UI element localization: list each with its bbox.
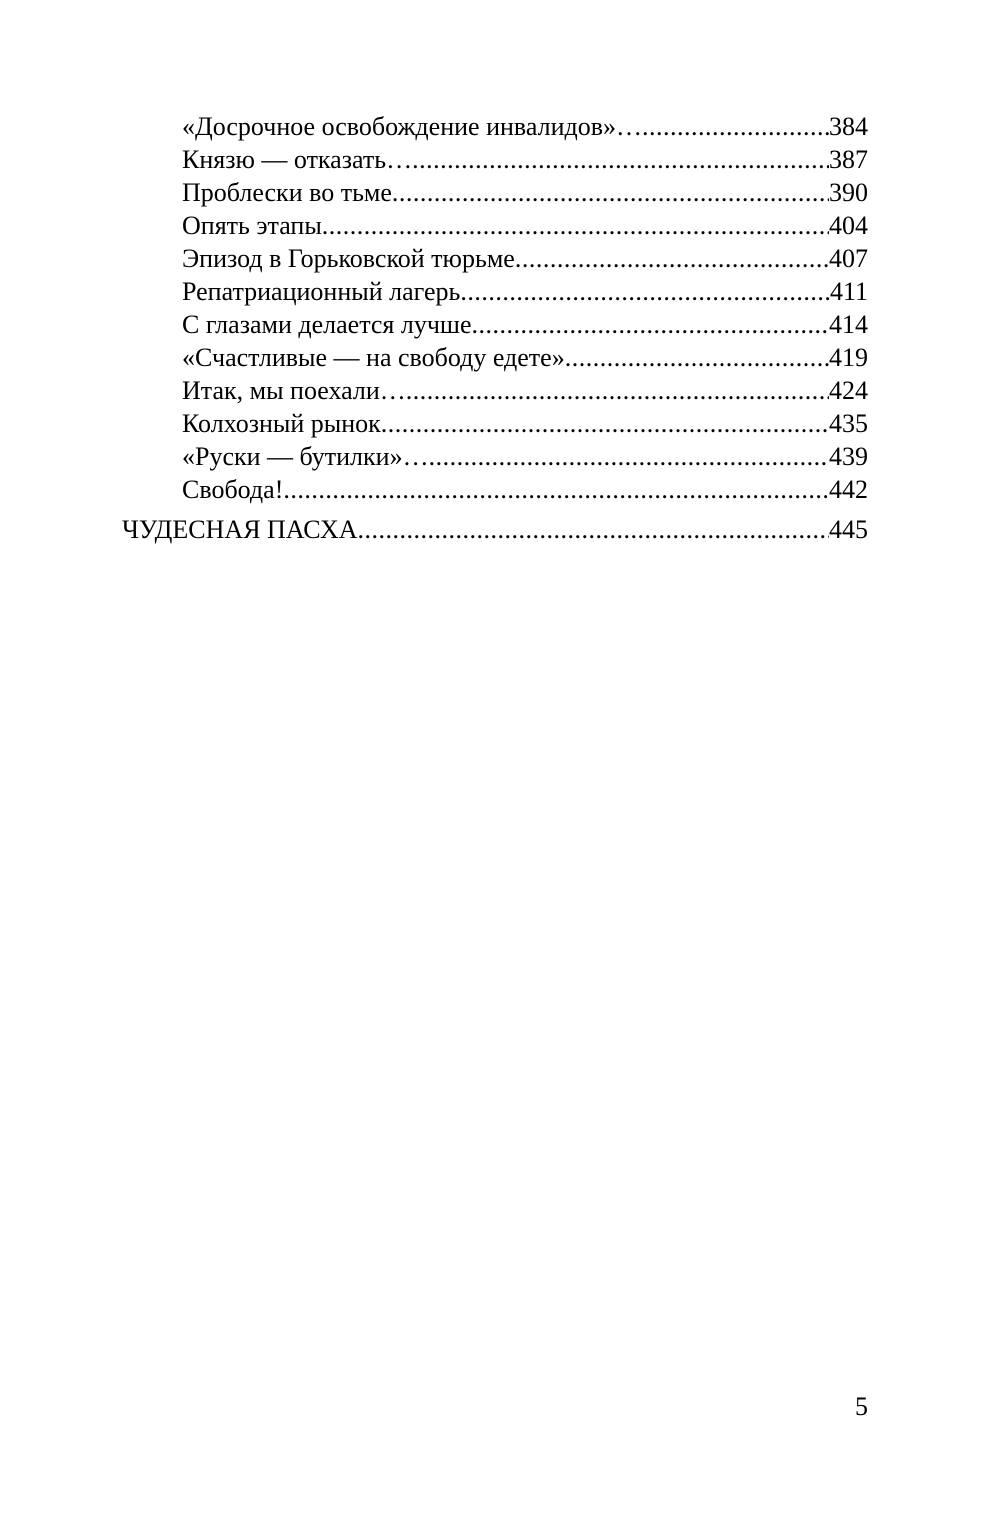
toc-dot-leader: [283, 473, 829, 507]
toc-dot-leader: [381, 407, 829, 441]
toc-entry-page: 442: [829, 475, 868, 504]
toc-entry-page: 387: [829, 145, 868, 174]
toc-dot-leader: [429, 440, 829, 474]
toc-dot-leader: [515, 242, 829, 276]
toc-entry: [182, 242, 868, 276]
page-number: 5: [855, 1392, 868, 1421]
toc-entry: [182, 176, 868, 210]
toc-entry-title: Репатриационный лагерь: [182, 277, 461, 306]
toc-entry-title: Колхозный рынок: [182, 409, 381, 438]
toc-entry: [182, 440, 868, 474]
toc-dot-leader: [392, 176, 829, 210]
toc-entry-title: Свобода!: [182, 475, 284, 504]
toc-entry-page: 390: [829, 178, 868, 207]
toc-entry-title: «Счастливые — на свободу едете»: [182, 343, 565, 372]
toc-dot-leader: [358, 513, 829, 547]
toc-entry: [182, 374, 868, 408]
toc-entry: [182, 143, 868, 177]
toc-entry-page: 419: [829, 343, 868, 372]
toc-entry-page: 435: [829, 409, 868, 438]
toc-entry-page: 407: [829, 244, 868, 273]
toc-entry: [182, 341, 868, 375]
toc-entry: [182, 473, 868, 507]
toc-entry-page: 384: [829, 112, 868, 141]
toc-entry-title: С глазами делается лучше: [182, 310, 472, 339]
toc-section-title: ЧУДЕСНАЯ ПАСХА: [122, 515, 358, 544]
toc-section-entry: [122, 513, 868, 547]
toc-entry-page: 414: [829, 310, 868, 339]
toc-entry-page: 439: [829, 442, 868, 471]
toc-dot-leader: [322, 209, 829, 243]
toc-entry: [182, 275, 868, 309]
toc-entry: [182, 407, 868, 441]
toc-entry-title: Князю — отказать…: [182, 145, 413, 174]
toc-entry-title: Эпизод в Горьковской тюрьме: [182, 244, 515, 273]
toc-entry: [182, 308, 868, 342]
toc-dot-leader: [412, 143, 829, 177]
toc-dot-leader: [472, 308, 830, 342]
toc-section-page: 445: [829, 515, 868, 544]
toc-entry-title: Опять этапы: [182, 211, 322, 240]
toc-entry-title: «Досрочное освобождение инвалидов»…: [182, 112, 642, 141]
toc-dot-leader: [565, 341, 829, 375]
toc-entry-page: 424: [829, 376, 868, 405]
toc-entry-title: Итак, мы поехали…: [182, 376, 406, 405]
toc-entry-title: «Руски — бутилки»…: [182, 442, 429, 471]
toc-entry-page: 404: [829, 211, 868, 240]
toc-dot-leader: [460, 275, 830, 309]
toc-entry: [182, 110, 868, 144]
toc-dot-leader: [642, 110, 829, 144]
toc-entry: [182, 209, 868, 243]
toc-entry-title: Проблески во тьме: [182, 178, 392, 207]
toc-dot-leader: [406, 374, 829, 408]
toc-entry-page: 411: [829, 277, 868, 306]
